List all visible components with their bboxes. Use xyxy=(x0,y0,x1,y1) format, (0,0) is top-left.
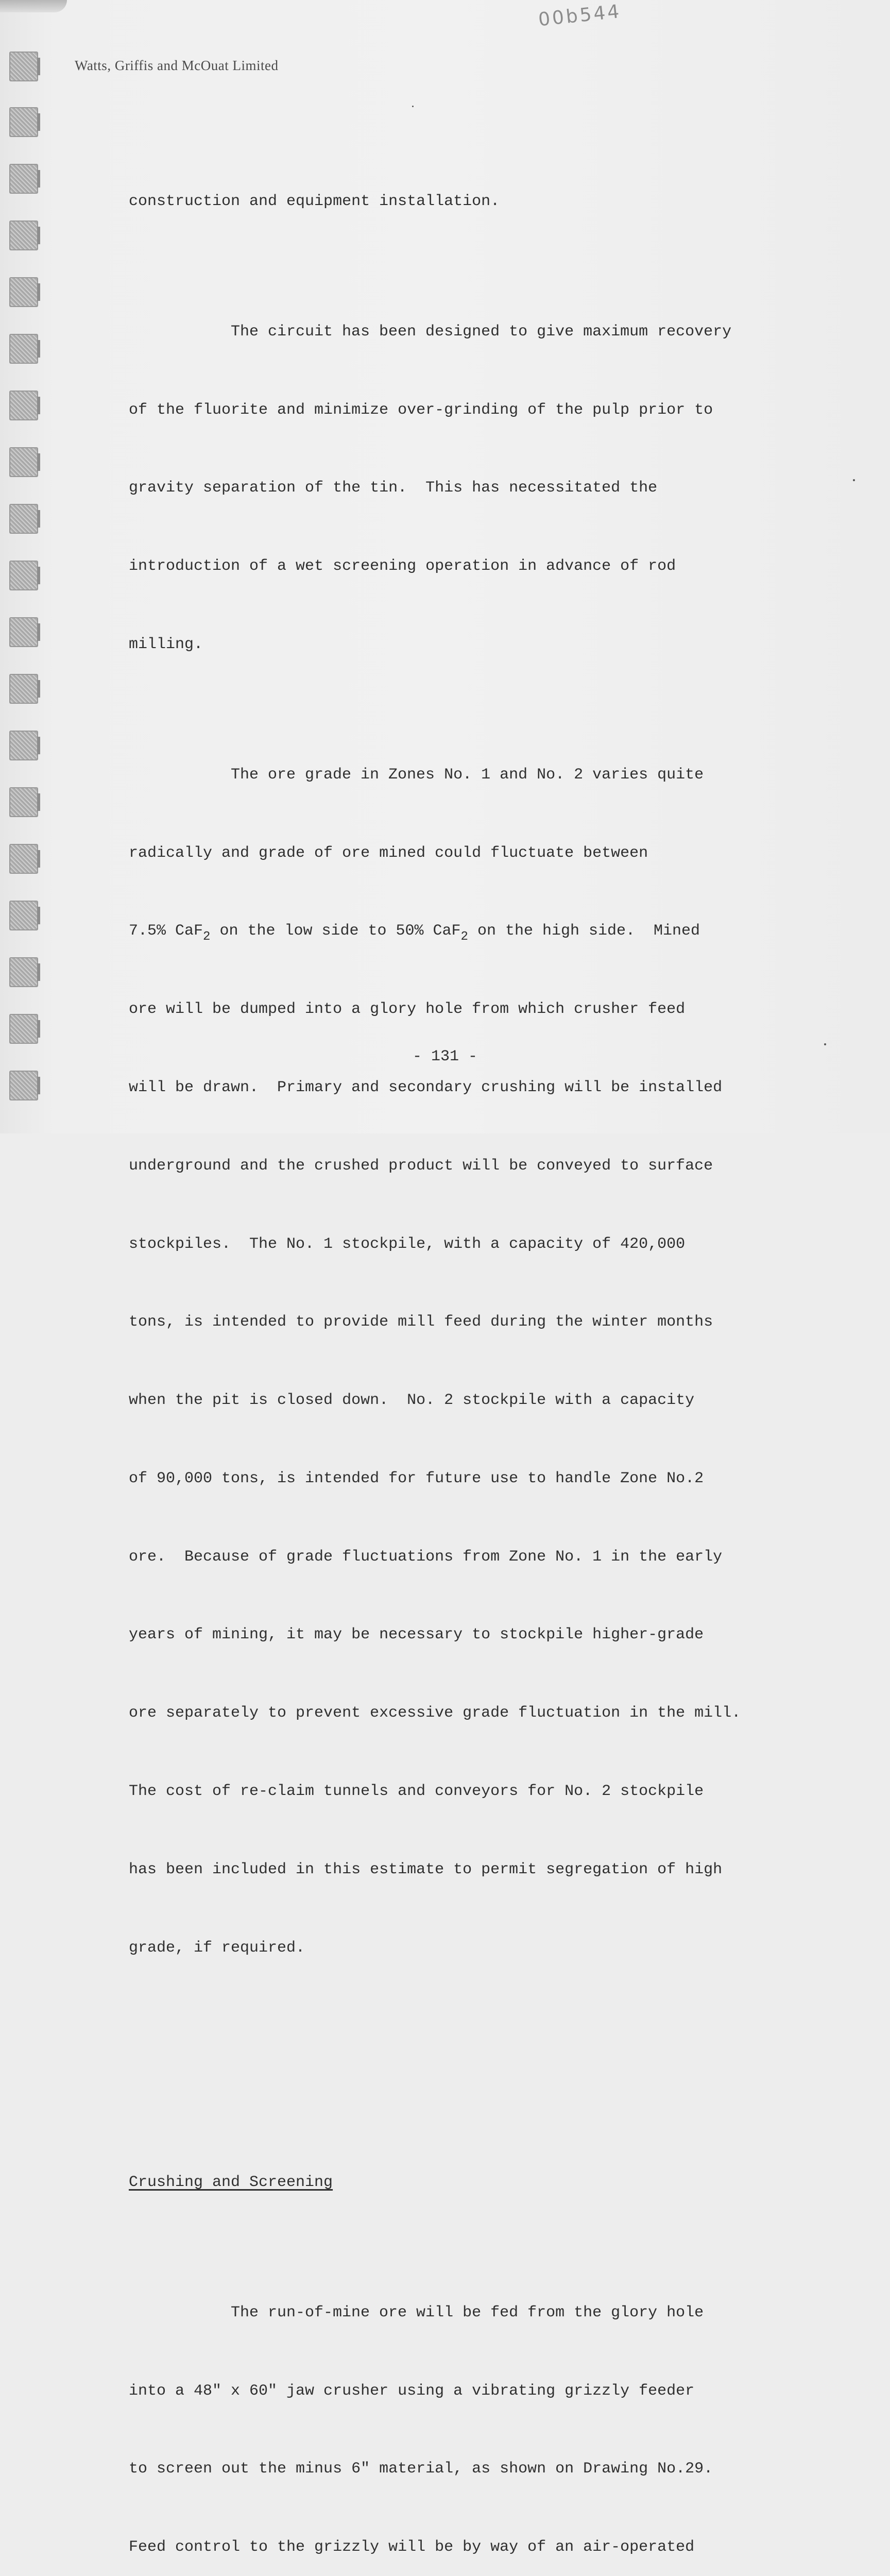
binding-ring xyxy=(9,391,38,420)
text-line xyxy=(129,762,814,788)
scan-speck xyxy=(824,1043,826,1045)
text-line-content: The run-of-mine ore will be fed from the glory hole xyxy=(231,2303,704,2321)
text-line-content: The ore grade in Zones No. 1 and No. 2 varies quite xyxy=(231,766,704,784)
text-line: stockpiles. The No. 1 stockpile, with a capacity of 420,000 xyxy=(129,1235,686,1253)
text-line: gravity separation of the tin. This has necessitated the xyxy=(129,479,658,497)
text-line: radically and grade of ore mined could fluctuate between xyxy=(129,844,648,862)
text-line: ore will be dumped into a glory hole from which crusher feed xyxy=(129,1001,686,1019)
text-line: when the pit is closed down. No. 2 stockpile with a capacity xyxy=(129,1392,695,1410)
text-fragment: on the low side to 50% CaF xyxy=(210,922,461,940)
binding-ring xyxy=(9,561,38,590)
text-line: The cost of re-claim tunnels and conveyors for No. 2 stockpile xyxy=(129,1783,704,1800)
text-line-content: The circuit has been designed to give maximum recovery xyxy=(231,323,732,341)
subscript: 2 xyxy=(460,930,468,944)
text-line: of 90,000 tons, is intended for future use to handle Zone No.2 xyxy=(129,1469,704,1487)
section-heading-line xyxy=(129,2170,814,2196)
subscript: 2 xyxy=(203,930,211,944)
scan-speck xyxy=(853,479,855,481)
body-text xyxy=(129,110,814,2576)
binding-ring xyxy=(9,844,38,874)
section-heading: Crushing and Screening xyxy=(129,2173,333,2191)
binding-ring xyxy=(9,731,38,760)
text-line: grade, if required. xyxy=(129,1939,305,1957)
text-line: ore. Because of grade fluctuations from Zone No. 1 in the early xyxy=(129,1548,723,1566)
letterhead: Watts, Griffis and McOuat Limited xyxy=(75,58,279,73)
text-line: of the fluorite and minimize over-grinding of the pulp prior to xyxy=(129,401,713,419)
binding-ring xyxy=(9,1071,38,1100)
text-line xyxy=(129,319,814,345)
text-fragment: 7.5% CaF xyxy=(129,922,203,940)
text-line: years of mining, it may be necessary to stockpile higher-grade xyxy=(129,1626,704,1644)
text-line: milling. xyxy=(129,635,203,653)
text-line xyxy=(129,2300,814,2326)
binding-ring xyxy=(9,107,38,137)
scan-speck xyxy=(412,106,414,107)
text-line: underground and the crushed product will be conveyed to surface xyxy=(129,1157,713,1175)
binding-ring xyxy=(9,617,38,647)
binding-ring xyxy=(9,504,38,534)
text-line: introduction of a wet screening operation in advance of rod xyxy=(129,557,676,575)
handwritten-doc-number: 00b544 xyxy=(537,1,623,31)
binding-ring xyxy=(9,221,38,250)
text-line: will be drawn. Primary and secondary crushing will be installed xyxy=(129,1078,723,1096)
binding-ring xyxy=(9,957,38,987)
text-line: Feed control to the grizzly will be by way of an air-operated xyxy=(129,2538,695,2556)
text-line: has been included in this estimate to permit segregation of high xyxy=(129,1860,723,1878)
binding-ring xyxy=(9,787,38,817)
binding-ring xyxy=(9,52,38,81)
binding-ring xyxy=(9,447,38,477)
text-line: construction and equipment installation. xyxy=(129,192,500,210)
binding-ring xyxy=(9,674,38,704)
text-fragment: on the high side. Mined xyxy=(468,922,700,940)
binding-ring xyxy=(9,334,38,364)
binding-ring xyxy=(9,277,38,307)
binding-ring xyxy=(9,1014,38,1044)
spiral-binding xyxy=(9,0,40,1133)
page-number: - 131 - xyxy=(412,1048,478,1065)
binding-ring xyxy=(9,901,38,930)
text-line: tons, is intended to provide mill feed during the winter months xyxy=(129,1313,713,1331)
text-line: into a 48" x 60" jaw crusher using a vibrating grizzly feeder xyxy=(129,2382,695,2400)
text-line-with-formula xyxy=(129,918,814,944)
binding-ring xyxy=(9,164,38,194)
text-line: to screen out the minus 6" material, as shown on Drawing No.29. xyxy=(129,2460,713,2478)
text-line: ore separately to prevent excessive grade fluctuation in the mill. xyxy=(129,1704,741,1722)
paragraph-gap xyxy=(129,2039,814,2065)
